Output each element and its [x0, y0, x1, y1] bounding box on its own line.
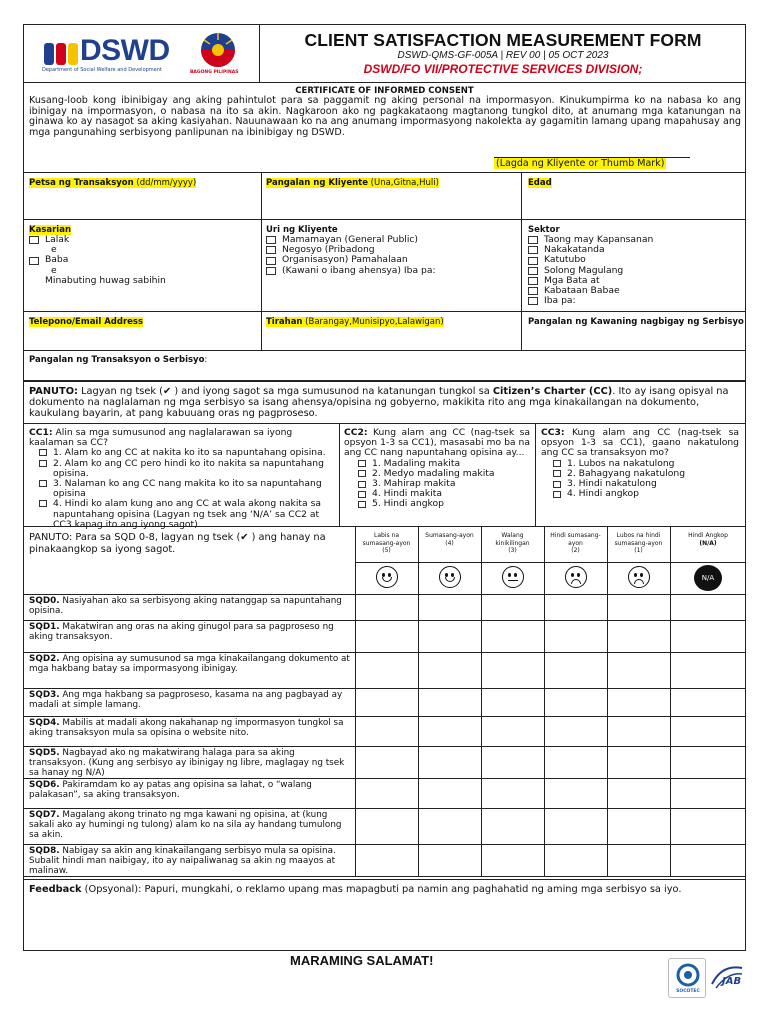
sqd7-rating-6-cell[interactable] [671, 809, 745, 843]
cc3-question: CC3: Kung alam ang CC (nag-tsek sa opsyon 1-3 sa CC1), gaano nakatulong ang CC sa transaksyon mo? 1. Lubos na nakatulong 2. Bahagyang nakatulong 3. Hindi nakatulong 4. Hindi angkop [541, 427, 739, 500]
sqd4-rating-5-cell[interactable] [608, 717, 669, 745]
sqd8-rating-3-cell[interactable] [482, 845, 543, 875]
dswd-logo-text: DSWD [80, 34, 170, 67]
sqd2-rating-5-cell[interactable] [608, 653, 669, 687]
scale-header-5: Lubos na hindi sumasang-ayon (1) [614, 532, 663, 554]
cc1-option-1[interactable] [39, 449, 47, 456]
sqd1-rating-3-cell[interactable] [482, 621, 543, 651]
checkbox-senior[interactable] [528, 246, 538, 254]
sqd-question-1: SQD1. Makatwiran ang oras na aking ginugol para sa pagproseso ng aking transaksyon. [29, 622, 334, 642]
bagong-pilipinas-emblem-icon [192, 30, 244, 70]
sqd6-rating-6-cell[interactable] [671, 779, 745, 807]
staff-name-field[interactable]: Pangalan ng Kawaning nagbigay ng Serbisyo [528, 317, 744, 327]
client-type-group: Uri ng Kliyente Mamamayan (General Public) Negosyo (Pribadong Organisasyon) Pamahalaan (Kawani o ibang ahensya) Iba pa: [266, 225, 516, 276]
sqd3-rating-3-cell[interactable] [482, 689, 543, 715]
socotec-emblem-icon [670, 962, 706, 988]
sqd7-rating-5-cell[interactable] [608, 809, 669, 843]
cc2-option-1[interactable] [358, 460, 366, 467]
sqd2-rating-1-cell[interactable] [356, 653, 417, 687]
bagong-pilipinas-text: BAGONG PILIPINAS [190, 70, 239, 75]
checkbox-pwd[interactable] [528, 236, 538, 244]
sqd2-rating-3-cell[interactable] [482, 653, 543, 687]
sqd6-rating-3-cell[interactable] [482, 779, 543, 807]
sqd5-rating-6-cell[interactable] [671, 747, 745, 777]
sqd1-rating-5-cell[interactable] [608, 621, 669, 651]
sqd6-rating-1-cell[interactable] [356, 779, 417, 807]
sqd-question-3: SQD3. Ang mga hakbang sa pagproseso, kasama na ang pagbayad ay madali at simple lamang. [29, 690, 343, 710]
sqd-question-4: SQD4. Mabilis at madali akong nakahanap ng impormasyon tungkol sa aking transaksyon mula sa opisina o website nito. [29, 718, 344, 738]
sqd7-rating-3-cell[interactable] [482, 809, 543, 843]
jab-text: JAB [722, 976, 742, 987]
client-type-label: Uri ng Kliyente [266, 225, 338, 235]
sqd1-rating-6-cell[interactable] [671, 621, 745, 651]
sqd-question-2: SQD2. Ang opisina ay sumusunod sa mga kinakailangang dokumento at mga hakbang batay sa impormasyong ibinigay. [29, 654, 350, 674]
service-name-field[interactable]: Pangalan ng Transaksyon o Serbisyo: [29, 355, 208, 365]
cc3-option-3[interactable] [553, 481, 561, 488]
feedback-field[interactable]: Feedback (Opsyonal): Papuri, mungkahi, o reklamo upang mas mapagbuti pa namin ang paghahatid ng aming mga serbisyo sa iyo. [29, 884, 682, 895]
sqd6-rating-2-cell[interactable] [419, 779, 480, 807]
very-happy-face-icon [376, 566, 398, 588]
scale-header-4: Hindi sumasang-ayon (2) [550, 532, 601, 554]
sqd1-rating-1-cell[interactable] [356, 621, 417, 651]
checkbox-male[interactable] [29, 236, 39, 244]
cc1-option-2[interactable] [39, 460, 47, 467]
scale-header-1: Labis na sumasang-ayon (5) [362, 532, 411, 554]
sqd3-rating-4-cell[interactable] [545, 689, 606, 715]
sqd3-rating-5-cell[interactable] [608, 689, 669, 715]
sqd-question-8: SQD8. Nabigay sa akin ang kinakailangang serbisyo mula sa opisina. Subalit hindi man naibigay, ito ay naipaliwanag sa akin ng maayos at malinaw. [29, 846, 336, 876]
na-badge-icon: N/A [694, 565, 722, 591]
scale-header-3: Walang kinikilingan (3) [495, 532, 530, 554]
cc3-option-4[interactable] [553, 491, 561, 498]
sqd4-rating-6-cell[interactable] [671, 717, 745, 745]
cc2-question: CC2: Kung alam ang CC (nag-tsek sa opsyon 1-3 sa CC1), masasabi mo ba na ang CC nang napuntahang opisina ay... 1. Madaling makita 2. Medyo madaling makita 3. Mahirap makita 4. Hindi makita 5. Hindi angkop [344, 427, 530, 510]
sqd-question-6: SQD6. Pakiramdam ko ay patas ang opisina sa lahat, o “walang palakasan”, sa aking transaksyon. [29, 780, 312, 800]
address-field[interactable]: Tirahan (Barangay,Munisipyo,Lalawigan) [266, 317, 444, 327]
sqd8-rating-1-cell[interactable] [356, 845, 417, 875]
jab-accreditation-logo [708, 962, 746, 998]
sqd0-rating-1-cell[interactable] [356, 595, 417, 619]
sqd7-rating-2-cell[interactable] [419, 809, 480, 843]
sqd-question-5: SQD5. Nagbayad ako ng makatwirang halaga para sa aking transaksyon. (Kung ang serbisyo ay ibinigay ng libre, maglagay ng tsek sa hanay ng N/A) [29, 748, 345, 778]
checkbox-other-sector[interactable] [528, 297, 538, 305]
cc2-option-5[interactable] [358, 501, 366, 508]
checkbox-female[interactable] [29, 257, 39, 265]
happy-face-icon [439, 566, 461, 588]
sad-face-icon [565, 566, 587, 588]
sqd2-rating-2-cell[interactable] [419, 653, 480, 687]
sqd6-rating-5-cell[interactable] [608, 779, 669, 807]
sqd0-rating-5-cell[interactable] [608, 595, 669, 619]
checkbox-indigenous[interactable] [528, 257, 538, 265]
scale-header-6: Hindi Angkop (N/A) [688, 532, 728, 547]
sqd4-rating-1-cell[interactable] [356, 717, 417, 745]
sqd7-rating-4-cell[interactable] [545, 809, 606, 843]
socotec-text: SOCOTEC [676, 989, 700, 994]
consent-title: CERTIFICATE OF INFORMED CONSENT [295, 86, 474, 96]
cc1-option-3[interactable] [39, 480, 47, 487]
sqd0-rating-2-cell[interactable] [419, 595, 480, 619]
form-title: CLIENT SATISFACTION MEASUREMENT FORM [304, 30, 702, 50]
sqd8-rating-2-cell[interactable] [419, 845, 480, 875]
sqd3-rating-6-cell[interactable] [671, 689, 745, 715]
sqd1-rating-4-cell[interactable] [545, 621, 606, 651]
dswd-logo-subtitle: Department of Social Welfare and Development [42, 67, 162, 73]
cc2-option-4[interactable] [358, 491, 366, 498]
sqd5-rating-3-cell[interactable] [482, 747, 543, 777]
very-sad-face-icon [628, 566, 650, 588]
division-name: DSWD/FO VII/PROTECTIVE SERVICES DIVISION; [363, 62, 643, 76]
cc3-option-2[interactable] [553, 470, 561, 477]
sqd5-rating-5-cell[interactable] [608, 747, 669, 777]
sqd0-rating-3-cell[interactable] [482, 595, 543, 619]
neutral-face-icon [502, 566, 524, 588]
sqd6-rating-4-cell[interactable] [545, 779, 606, 807]
sqd-question-0: SQD0. Nasiyahan ako sa serbisyong aking natanggap sa napuntahang opisina. [29, 596, 342, 616]
sqd4-rating-4-cell[interactable] [545, 717, 606, 745]
bagong-pilipinas-logo [192, 30, 244, 78]
checkbox-solo-parent[interactable] [528, 267, 538, 275]
checkbox-youth[interactable] [528, 277, 538, 285]
form-code: DSWD-QMS-GF-005A | REV 00 | 05 OCT 2023 [397, 50, 609, 61]
sqd8-rating-4-cell[interactable] [545, 845, 606, 875]
sqd-instructions: PANUTO: Para sa SQD 0-8, lagyan ng tsek (✔ ) ang hanay na pinakaangkop sa iyong sagot. [29, 532, 326, 555]
consent-body: Kusang-loob kong ibinibigay ang aking pahintulot para sa paggamit ng aking personal na impormasyon. Kinukumpirma ko na nabasa ko ang ibinigay na impormasyon, o nabasa na ito sa akin. Nagkaroon ako ng pagkakataong magtanong tungkol dito, at anumang mga katanungan na ginawa ko ay nasagot sa aking kasiyahan. Nauunawaan ko na ang anumang impormasyong nakolekta ay gagamitin lamang upang mapahusay ang mga pangunahing serbisyong panlipunan na ibinibigay ng DSWD. [29, 95, 741, 138]
sex-label: Kasarian [29, 225, 72, 235]
age-field[interactable]: Edad [528, 178, 552, 188]
phone-email-field[interactable]: Telepono/Email Address [29, 317, 144, 327]
socotec-certification-logo [668, 958, 706, 998]
sqd2-rating-4-cell[interactable] [545, 653, 606, 687]
sector-group: Sektor Taong may Kapansanan Nakakatanda Katutubo Solong Magulang Mga Bata at Kabataan Babae Iba pa: [528, 225, 740, 306]
cc3-option-1[interactable] [553, 460, 561, 467]
transaction-date-field[interactable]: Petsa ng Transaksyon (dd/mm/yyyy) [29, 178, 197, 188]
cc2-option-3[interactable] [358, 481, 366, 488]
closing-message: MARAMING SALAMAT! [290, 953, 434, 968]
checkbox-other-client[interactable] [266, 267, 276, 275]
sqd1-rating-2-cell[interactable] [419, 621, 480, 651]
sqd4-rating-2-cell[interactable] [419, 717, 480, 745]
signature-line-label[interactable]: (Lagda ng Kliyente or Thumb Mark) [496, 158, 665, 169]
sector-label: Sektor [528, 225, 560, 235]
sqd3-rating-1-cell[interactable] [356, 689, 417, 715]
sqd8-rating-6-cell[interactable] [671, 845, 745, 875]
sqd3-rating-2-cell[interactable] [419, 689, 480, 715]
cc1-question: CC1: Alin sa mga sumusunod ang naglalarawan sa iyong kaalaman sa CC? 1. Alam ko ang CC at nakita ko ito sa napuntahang opisina. 2. Alam ko ang CC pero hindi ko ito nakita sa napuntahang opisina. 3. Nalaman ko ang CC nang makita ko ito sa napuntahang opisina 4. Hindi ko alam kung ano ang CC at wala akong nakita sa napuntahang opisina (Lagyan ng tsek ang ‘N/A’ sa CC2 at CC3 kapag ito ang iyong sagot) [29, 427, 326, 530]
scale-header-2: Sumasang-ayon (4) [425, 532, 474, 547]
sqd8-rating-5-cell[interactable] [608, 845, 669, 875]
cc1-option-4[interactable] [39, 500, 47, 507]
instructions-cc-text: PANUTO: Lagyan ng tsek (✔ ) and iyong sagot sa mga sumusunod na katanungan tungkol sa Citizen’s Charter (CC). Ito ay isang opisyal na dokumento na naglalaman ng mga serbisyo sa isang ahensya/opisina ng gobyerno, makikita rito ang mga kinakailangan na dokumento, kaukulang bayarin, at pang kabuuang oras ng pagproseso. [29, 386, 729, 419]
cc2-option-2[interactable] [358, 470, 366, 477]
sqd2-rating-6-cell[interactable] [671, 653, 745, 687]
sex-group: Kasarian Lalak e Baba e Minabuting huwag sabihin [29, 225, 166, 286]
sqd0-rating-4-cell[interactable] [545, 595, 606, 619]
checkbox-government[interactable] [266, 257, 276, 265]
dswd-emblem-icon [42, 39, 82, 69]
sqd5-rating-4-cell[interactable] [545, 747, 606, 777]
sqd0-rating-6-cell[interactable] [671, 595, 745, 619]
checkbox-women[interactable] [528, 287, 538, 295]
dswd-logo [42, 36, 188, 74]
checkbox-citizen[interactable] [266, 236, 276, 244]
sqd5-rating-1-cell[interactable] [356, 747, 417, 777]
sqd4-rating-3-cell[interactable] [482, 717, 543, 745]
sqd5-rating-2-cell[interactable] [419, 747, 480, 777]
sqd-question-7: SQD7. Magalang akong trinato ng mga kawani ng opisina, at (kung sakali ako ay humingi ng tulong) alam ko na sila ay handang tumulong sa akin. [29, 810, 342, 840]
sqd7-rating-1-cell[interactable] [356, 809, 417, 843]
client-name-field[interactable]: Pangalan ng Kliyente (Una,Gitna,Huli) [266, 178, 439, 188]
checkbox-business[interactable] [266, 246, 276, 254]
